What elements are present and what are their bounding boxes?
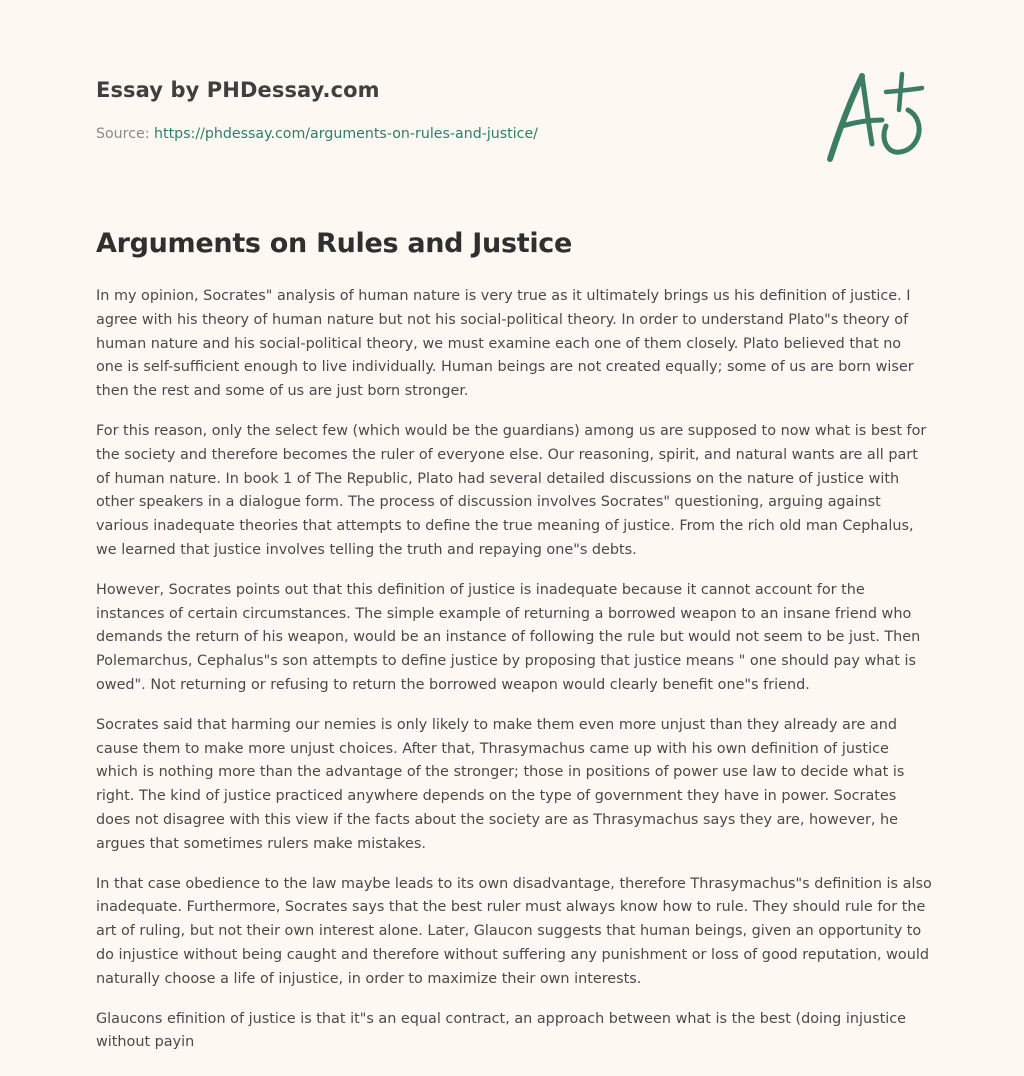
paragraph: In my opinion, Socrates" analysis of human nature is very true as it ultimately brings us his definition of justice. I agree with his theory of human nature but not his social-political theory. In order to understand Plato"s theory of human nature and his social-political theory, we must examine each one of them closely. Plato believed that no one is self-sufficient enough to live individually. Human beings are not created equally; some of us are born wiser then the rest and some of us are just born stronger. bbox=[96, 288, 914, 400]
paragraph: For this reason, only the select few (which would be the guardians) among us are supposed to now what is best for the society and therefore becomes the ruler of everyone else. Our reasoning, spirit, and natural wants are all part of human nature. In book 1 of The Republic, Plato had several detailed discussions on the nature of justice with other speakers in a dialogue form. The process of discussion involves Socrates" questioning, arguing against various inadequate theories that attempts to define the true meaning of justice. From the rich old man Cephalus, we learned that justice involves telling the truth and repaying one"s debts. bbox=[96, 422, 927, 558]
source-line bbox=[96, 124, 816, 144]
article-title: Arguments on Rules and Justice bbox=[96, 228, 573, 259]
paragraph: Glaucons efinition of justice is that it"s an equal contract, an approach between what is the best (doing injustice without payin bbox=[96, 1010, 906, 1051]
a-plus-logo-icon bbox=[818, 66, 930, 166]
paragraph: In that case obedience to the law maybe leads to its own disadvantage, therefore Thrasymachus"s definition is also inadequate. Furthermore, Socrates says that the best ruler must always know how to rule. They should rule for the art of ruling, but not their own interest alone. Later, Glaucon suggests that human beings, given an opportunity to do injustice without being caught and therefore without suffering any punishment or loss of good reputation, would naturally choose a life of injustice, in order to maximize their own interests. bbox=[96, 875, 932, 987]
source-link[interactable]: https://phdessay.com/arguments-on-rules-and-justice/ bbox=[154, 126, 538, 142]
paragraph: However, Socrates points out that this definition of justice is inadequate because it cannot account for the instances of certain circumstances. The simple example of returning a borrowed weapon to an insane friend who demands the return of his weapon, would be an instance of following the rule but would not seem to be just. Then Polemarchus, Cephalus"s son attempts to define justice by proposing that justice means " one should pay what is owed". Not returning or refusing to return the borrowed weapon would clearly benefit one"s friend. bbox=[96, 581, 921, 693]
site-brand: Essay by PHDessay.com bbox=[96, 78, 380, 102]
paragraph: Socrates said that harming our nemies is only likely to make them even more unjust than they already are and cause them to make more unjust choices. After that, Thrasymachus came up with his own definition of justice which is nothing more than the advantage of the stronger; those in positions of power use law to decide what is right. The kind of justice practiced anywhere depends on the type of government they have in power. Socrates does not disagree with this view if the facts about the society are as Thrasymachus says they are, however, he argues that sometimes rulers make mistakes. bbox=[96, 716, 905, 852]
article-body bbox=[96, 285, 932, 1071]
essay-header bbox=[96, 76, 816, 144]
source-label: Source: bbox=[96, 126, 150, 142]
